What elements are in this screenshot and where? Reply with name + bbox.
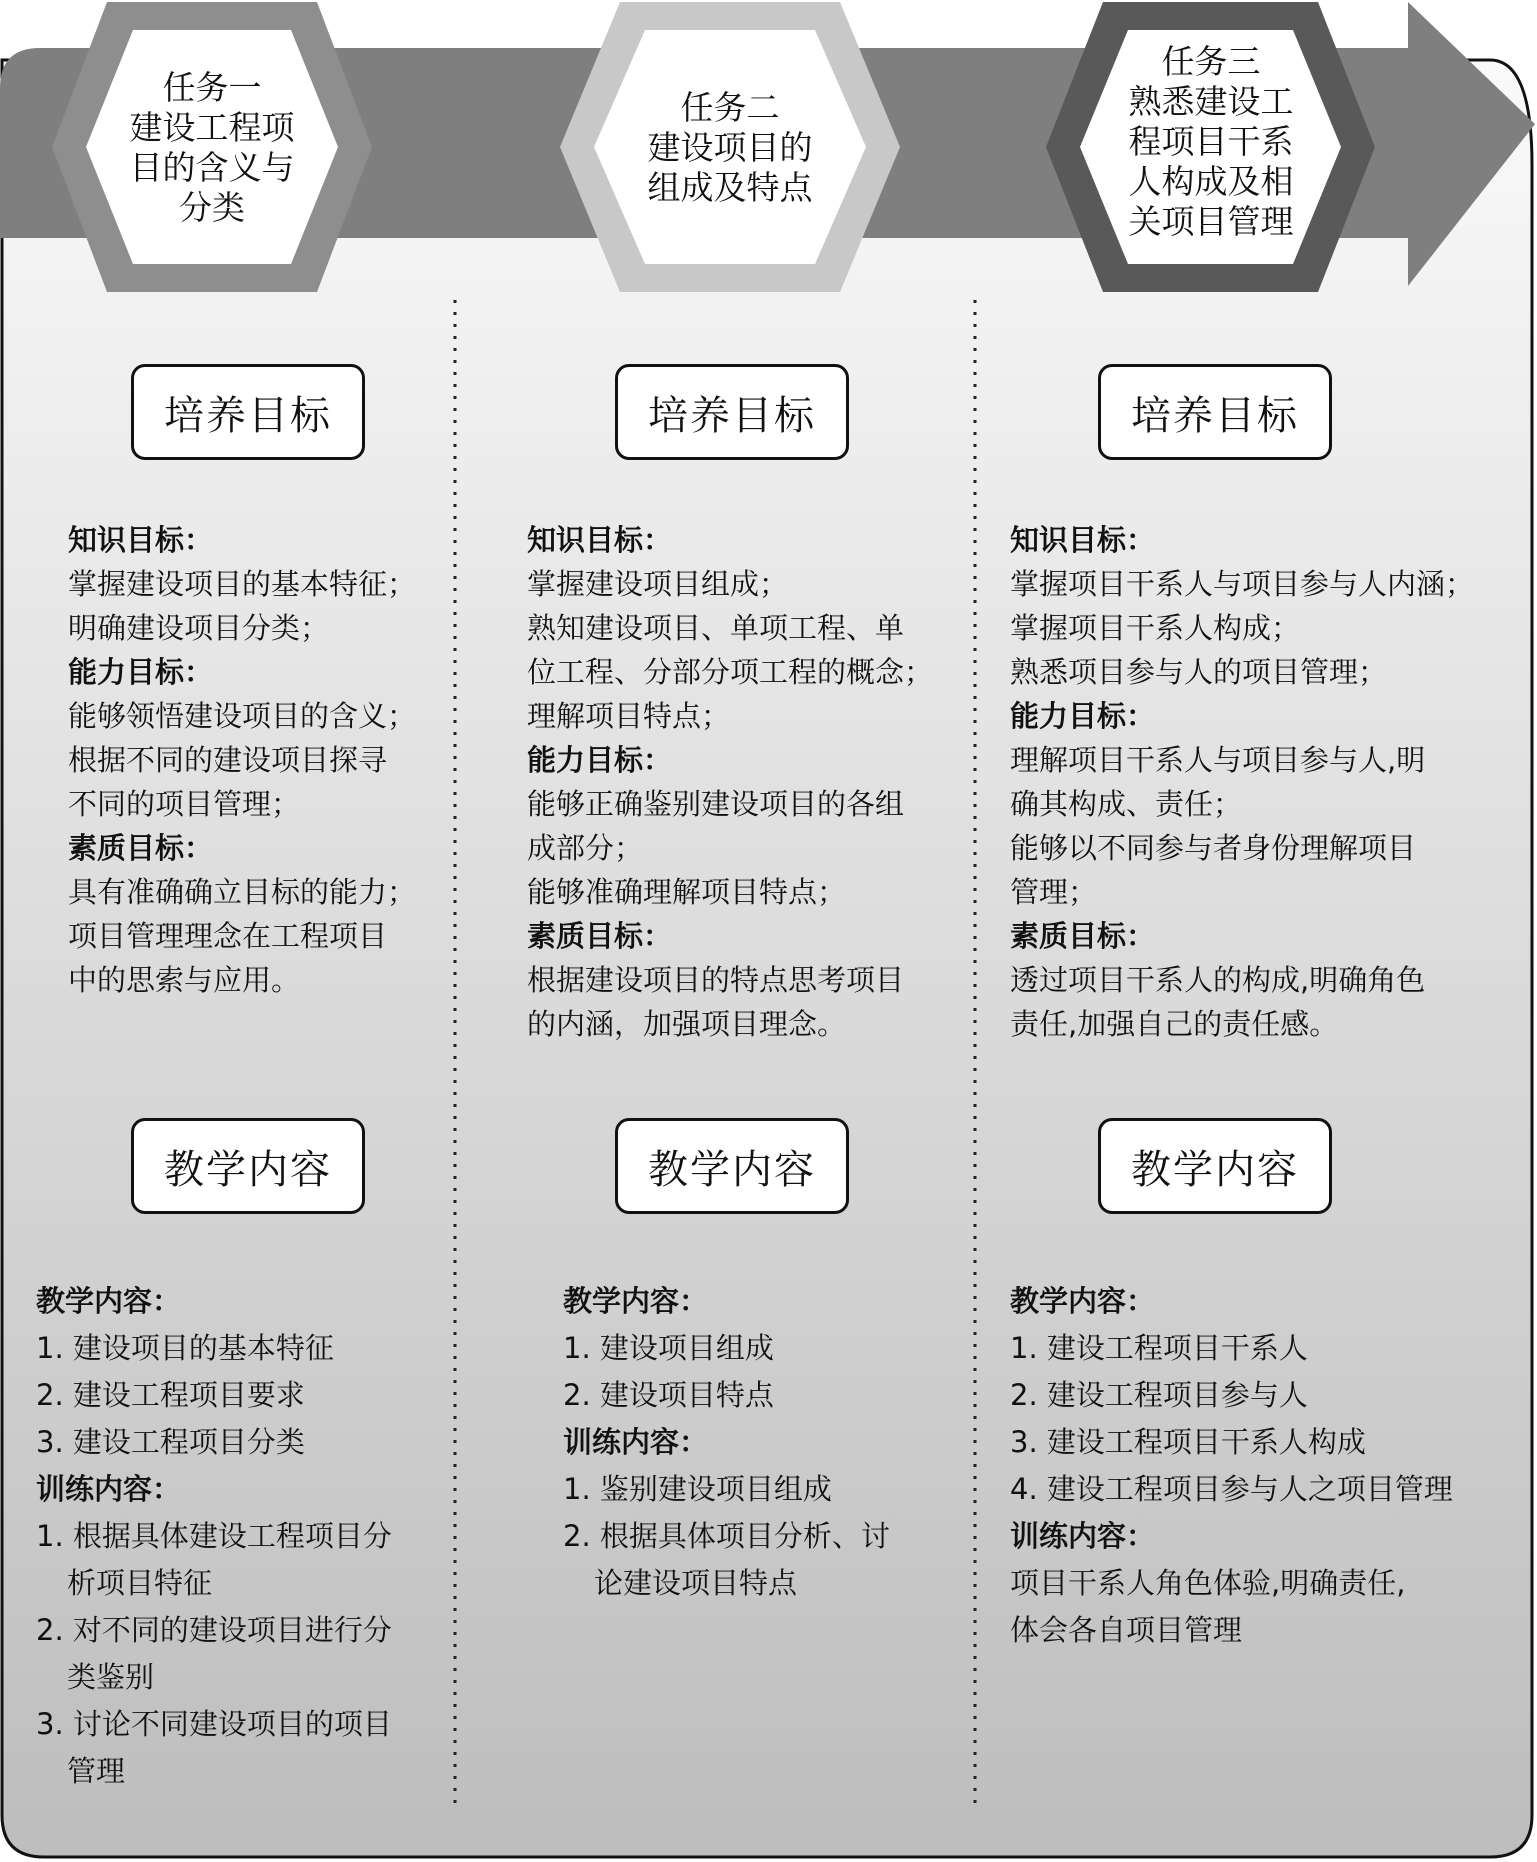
goals-box-1: 培养目标: [131, 364, 365, 460]
goals-box-3: 培养目标: [1098, 364, 1332, 460]
task-2-label: 任务二 建设项目的 组成及特点: [647, 88, 813, 207]
content-box-2: 教学内容: [615, 1118, 849, 1214]
content-text-1: 教学内容： 1. 建设项目的基本特征 2. 建设工程项目要求 3. 建设工程项目分类 训练内容： 1. 根据具体建设工程项目分 析项目特征 2. 对不同的建设项目进行分 类鉴别 3. 讨论不同建设项目的项目 管理: [36, 1284, 392, 1788]
content-box-3: 教学内容: [1098, 1118, 1332, 1214]
goals-text-1: 知识目标： 掌握建设项目的基本特征； 明确建设项目分类； 能力目标： 能够领悟建设项目的含义； 根据不同的建设项目探寻 不同的项目管理； 素质目标： 具有准确确立目标的能力； 项目管理理念在工程项目 中的思索与应用。: [68, 523, 417, 997]
goals-text-2: 知识目标： 掌握建设项目组成； 熟知建设项目、单项工程、单 位工程、分部分项工程的概念； 理解项目特点； 能力目标： 能够正确鉴别建设项目的各组 成部分； 能够准确理解项目特点； 素质目标： 根据建设项目的特点思考项目 的内涵，加强项目理念。: [527, 523, 934, 1041]
task-3-label: 任务三 熟悉建设工 程项目干系 人构成及相 关项目管理: [1128, 42, 1294, 241]
task-1-label: 任务一 建设工程项 目的含义与 分类: [129, 68, 295, 227]
content-box-1: 教学内容: [131, 1118, 365, 1214]
content-text-2: 教学内容： 1. 建设项目组成 2. 建设项目特点 训练内容： 1. 鉴别建设项目组成 2. 根据具体项目分析、讨 论建设项目特点: [563, 1284, 890, 1600]
goals-text-3: 知识目标： 掌握项目干系人与项目参与人内涵； 掌握项目干系人构成； 熟悉项目参与人的项目管理； 能力目标： 理解项目干系人与项目参与人,明 确其构成、责任； 能够以不同参与者身份理解项目 管理； 素质目标： 透过项目干系人的构成,明确角色 责任,加强自己的责任感。: [1010, 523, 1475, 1041]
goals-box-2: 培养目标: [615, 364, 849, 460]
content-text-3: 教学内容： 1. 建设工程项目干系人 2. 建设工程项目参与人 3. 建设工程项目干系人构成 4. 建设工程项目参与人之项目管理 训练内容： 项目干系人角色体验,明确责任, 体会各自项目管理: [1010, 1284, 1453, 1647]
